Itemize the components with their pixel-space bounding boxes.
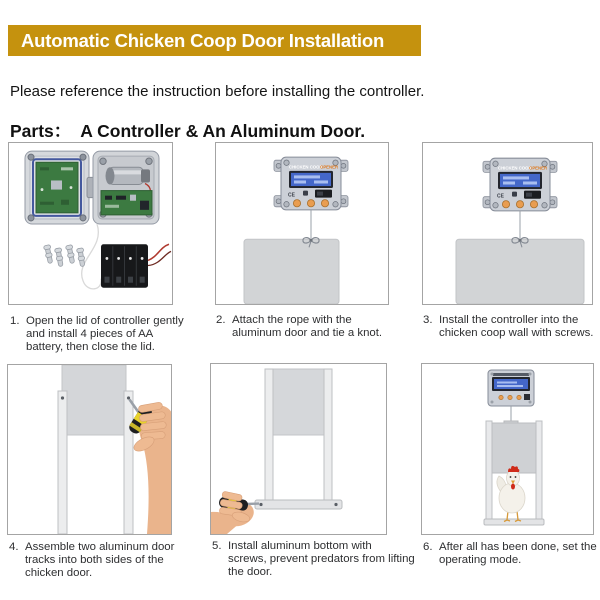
step-number: 1. <box>10 315 20 327</box>
controller-button <box>516 201 523 208</box>
hand-with-screwdriver-illustration <box>211 491 259 534</box>
caption-line: operating mode. <box>439 554 522 567</box>
motor <box>106 167 151 184</box>
hand-with-screwdriver-illustration <box>127 400 171 535</box>
caption-line: battery, then close the lid. <box>26 341 155 354</box>
ce-mark: CE <box>497 193 504 200</box>
bottom-bar <box>484 519 544 525</box>
bottom-bar <box>255 500 342 509</box>
step-2-caption <box>216 314 382 340</box>
step-6-caption <box>423 541 597 567</box>
brand-label-orange: OPENER <box>529 165 548 171</box>
step-number: 4. <box>9 541 19 553</box>
step-number: 3. <box>423 314 433 326</box>
caption-line: Open the lid of controller gently <box>26 315 184 327</box>
door-track-right <box>536 421 542 525</box>
brand-label-white: CHICKEN COOP <box>498 165 532 171</box>
track-screw <box>61 396 64 399</box>
step-number: 5. <box>212 540 222 552</box>
door-track-left <box>265 369 273 500</box>
open-controller-illustration <box>25 151 159 224</box>
step-number: 2. <box>216 314 226 326</box>
lcd-screen <box>291 173 331 186</box>
controller-button <box>499 395 503 399</box>
step-3-figure <box>422 142 593 305</box>
controller-illustration <box>483 158 557 211</box>
battery-wire-red <box>148 244 169 260</box>
caption-line: and install 4 pieces of AA <box>26 328 154 341</box>
step-6-figure <box>421 363 594 535</box>
lcd-screen <box>500 174 540 187</box>
parts-text: A Controller & An Aluminum Door. <box>80 121 366 141</box>
lcd-screen <box>494 379 528 389</box>
step-number: 6. <box>423 541 433 553</box>
controller-button <box>307 200 314 207</box>
bottom-bar-screw <box>259 503 262 506</box>
caption-line: Assemble two aluminum door <box>25 541 175 553</box>
chicken-illustration <box>497 466 525 522</box>
caption-line: Install the controller into the <box>439 314 579 326</box>
bottom-bar-screw <box>334 503 337 506</box>
caption-line: aluminum door and tie a knot. <box>232 327 383 340</box>
caption-line: After all has been done, set the <box>439 541 597 553</box>
caption-line: screws, prevent predators from lifting <box>228 553 415 566</box>
caption-line: Install aluminum bottom with <box>228 540 372 552</box>
controller-illustration <box>274 157 348 210</box>
step-4-figure <box>7 364 172 535</box>
door-track-left <box>58 391 67 534</box>
step-1-caption <box>10 315 184 355</box>
chicken-wattle <box>511 484 515 490</box>
step-5-caption <box>212 540 415 580</box>
controller-button <box>321 200 328 207</box>
ce-mark: CE <box>288 192 295 199</box>
track-screw <box>127 396 130 399</box>
door-track-left <box>486 421 492 525</box>
controller-button <box>508 395 512 399</box>
page-title: Automatic Chicken Coop Door Installation <box>8 25 421 56</box>
aluminum-door <box>456 239 584 304</box>
chicken-door-panel <box>271 369 326 435</box>
chicken-door-panel <box>62 365 126 435</box>
door-track-right <box>124 391 133 534</box>
controller-button <box>293 200 300 207</box>
brand-label-white: CHICKEN COOP <box>289 164 323 170</box>
aluminum-door <box>244 239 339 304</box>
parts-line <box>10 118 365 143</box>
caption-line: the door. <box>228 566 273 579</box>
controller-button <box>502 201 509 208</box>
step-4-caption <box>9 541 174 581</box>
pull-cord <box>82 224 102 289</box>
step-5-figure <box>210 363 387 535</box>
chicken-door-panel <box>492 423 536 473</box>
brand-label-orange: OPENER <box>320 164 339 170</box>
step-2-figure <box>215 142 389 305</box>
caption-line: tracks into both sides of the <box>25 554 164 567</box>
caption-line: chicken coop wall with screws. <box>439 327 594 340</box>
controller-button <box>530 201 537 208</box>
intro-text: Please reference the instruction before installing the controller. <box>10 83 425 100</box>
caption-line: Attach the rope with the <box>232 314 352 326</box>
step-3-caption <box>423 314 593 340</box>
step-1-figure <box>8 142 173 305</box>
parts-label: Parts： <box>10 121 72 141</box>
controller-illustration <box>488 370 534 406</box>
caption-line: chicken door. <box>25 567 93 580</box>
controller-button <box>517 395 521 399</box>
door-track-right <box>324 369 332 500</box>
expansion-anchors <box>43 245 86 267</box>
battery-holder <box>101 244 171 288</box>
